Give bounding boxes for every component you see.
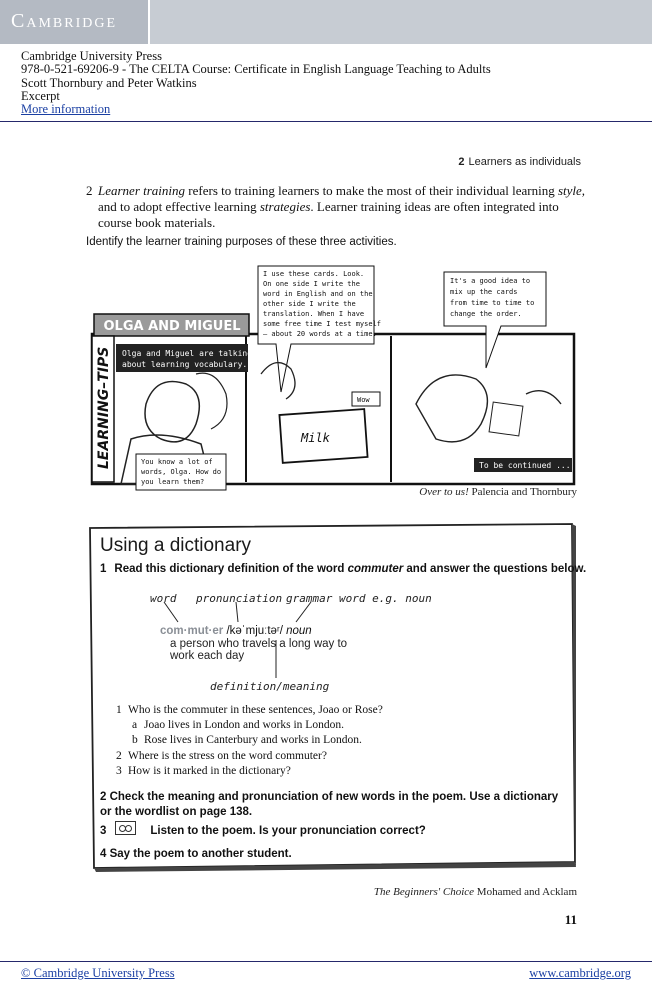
bubble-miguel-line-1: I use these cards. Look. [263, 270, 365, 278]
sub-question-text: Who is the commuter in these sentences, Joao or Rose? [128, 704, 383, 716]
bubble-miguel-line-3: word in English and on the [263, 290, 373, 298]
publisher: Cambridge University Press [21, 49, 162, 63]
narration-line-1: Olga and Miguel are talking [122, 349, 253, 358]
sub-question [116, 764, 383, 779]
comic-source-caption [419, 486, 577, 498]
caption-authors: Mohamed and Acklam [474, 886, 577, 898]
sub-question [116, 703, 383, 718]
label-grammar: grammar word e.g. noun [286, 592, 432, 605]
paragraph-text: . Learner training ideas are often integrated into course book materials. [98, 199, 559, 230]
label-definition: definition/meaning [210, 680, 330, 693]
chapter-number: 2 [458, 156, 465, 168]
question-1-text: Read this dictionary definition of the word [114, 563, 348, 575]
sub-question-number: 3 [116, 764, 122, 777]
question-3 [100, 825, 426, 837]
entry-definition-line-1: a person who travels a long way to [170, 637, 348, 650]
label-word: word [150, 592, 177, 605]
question-4: 4 Say the poem to another student. [100, 848, 292, 860]
running-head [458, 156, 581, 168]
dictionary-entry [160, 625, 347, 663]
book-meta [21, 50, 491, 116]
dictionary-source-caption [374, 886, 577, 898]
card-word: Milk [301, 431, 330, 445]
cassette-icon [115, 821, 136, 835]
question-3-text: Listen to the poem. Is your pronunciation correct? [150, 825, 426, 837]
entry-definition-line-2: work each day [170, 650, 245, 662]
caption-authors: Palencia and Thornbury [468, 486, 577, 498]
bubble-miguel-line-6: some free time I test myself [263, 320, 382, 328]
bubble-miguel-line-5: translation. When I have [263, 310, 365, 318]
sub-question-text: Joao lives in London and works in London. [144, 719, 344, 732]
bubble-olga-line-3: you learn them? [141, 478, 205, 486]
cards-drawing [489, 402, 523, 436]
page-number: 11 [564, 912, 577, 927]
paragraph-text: refers to training learners to make the most of their individual learning [185, 183, 558, 198]
question-1-word: commuter [347, 563, 404, 575]
paragraph-number: 2 [86, 183, 93, 198]
entry-part-of-speech: noun [282, 625, 312, 637]
narration-line-2: about learning vocabulary. [122, 360, 248, 369]
bubble-miguel-line-4: other side I write the [263, 300, 356, 308]
sub-question-text: Where is the stress on the word commuter? [128, 749, 327, 762]
bubble-right-line-4: change the order. [450, 310, 522, 318]
bubble-right-line-3: from time to time to [450, 299, 535, 307]
bubble-right-line-1: It's a good idea to [450, 277, 531, 285]
sub-question [116, 718, 383, 733]
question-1-number: 1 [100, 563, 107, 575]
isbn-title: 978-0-521-69206-9 - The CELTA Course: Certificate in English Language Teaching to Adults [21, 62, 491, 77]
question-1-text: and answer the questions below. [403, 563, 587, 575]
term-strategies: strategies [259, 199, 311, 214]
footer-website-link[interactable]: www.cambridge.org [529, 966, 631, 980]
instruction: Identify the learner training purposes of these three activities. [86, 236, 397, 248]
brand-name: Cambridge [11, 10, 118, 32]
question-2: 2 Check the meaning and pronunciation of new words in the poem. Use a dictionary or the wordlist on page 138. [100, 791, 559, 818]
comic-title: OLGA AND MIGUEL [103, 319, 241, 334]
bubble-olga-line-2: words, Olga. How do [141, 468, 222, 476]
excerpt-label: Excerpt [21, 88, 60, 103]
sub-question-text: How is it marked in the dictionary? [128, 764, 291, 777]
authors: Scott Thornbury and Peter Watkins [21, 75, 197, 90]
continued-text: To be continued ... [479, 461, 571, 470]
sub-question-number: b [132, 734, 138, 747]
wow-text: Wow [357, 396, 370, 404]
sub-question [116, 749, 383, 764]
question-3-number: 3 [100, 825, 107, 837]
sub-questions [116, 703, 383, 779]
caption-source-title: Over to us! [419, 486, 469, 498]
sub-question-number: 1 [116, 704, 122, 716]
entry-headword: com·mut·er [160, 625, 224, 637]
bubble-miguel-line-2: On one side I write the [263, 280, 360, 288]
term-learner-training: Learner training [98, 183, 186, 198]
more-information-link[interactable]: More information [21, 102, 111, 117]
sub-question [116, 733, 383, 748]
comic-strip [86, 264, 578, 492]
caption-source-title: The Beginners' Choice [373, 886, 475, 898]
label-pronunciation: pronunciation [196, 592, 283, 605]
entry-pronunciation: /kəˈmjuːtəʳ/ [223, 625, 283, 637]
question-1 [100, 563, 586, 575]
bubble-olga-line-1: You know a lot of [141, 458, 213, 466]
footer-rule [0, 961, 652, 962]
chapter-title: Learners as individuals [468, 156, 581, 168]
brand-logo-box [0, 0, 150, 44]
paragraph-learner-training [86, 183, 586, 231]
paragraph-text: and to adopt effective learning [98, 199, 260, 214]
sub-question-text: Rose lives in Canterbury and works in London. [144, 734, 362, 747]
dictionary-title: Using a dictionary [100, 535, 252, 556]
side-label: LEARNING–TIPS [96, 346, 112, 469]
term-style: style, [557, 183, 586, 198]
sub-question-number: 2 [116, 749, 122, 762]
bubble-miguel-line-7: – about 20 words at a time. [263, 330, 377, 338]
footer-copyright-link[interactable]: © Cambridge University Press [21, 966, 175, 980]
bubble-right-line-2: mix up the cards [450, 288, 518, 296]
sub-question-number: a [132, 719, 138, 732]
header-rule [0, 121, 652, 122]
